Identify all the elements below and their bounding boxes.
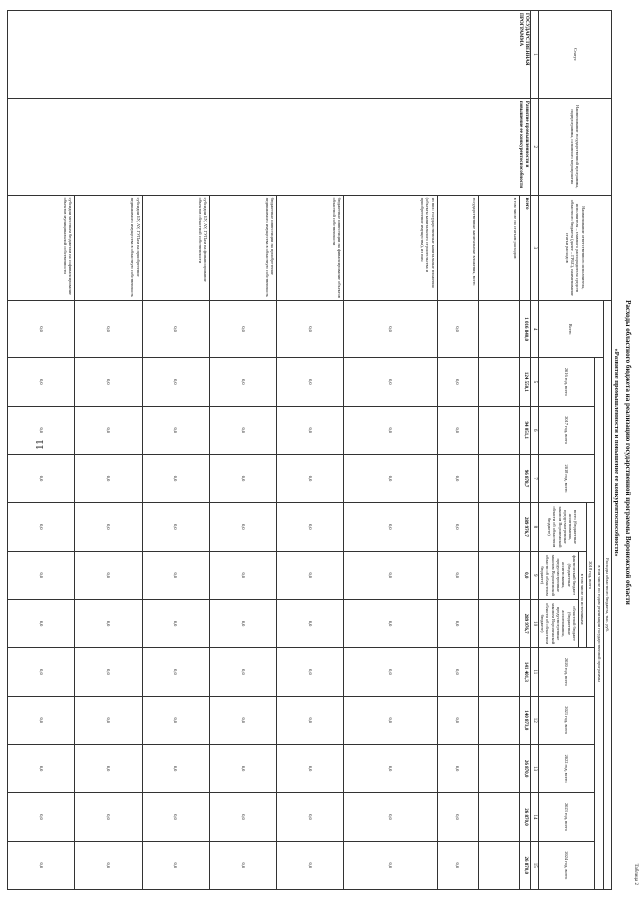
value-cell: 0,0 (277, 551, 344, 599)
row-label: государственные капитальные вложения, всего (437, 195, 478, 300)
value-cell: 1 016 840,0 (519, 301, 530, 358)
value-cell: 0,0 (437, 696, 478, 744)
value-cell: 0,0 (142, 551, 209, 599)
value-cell: 0,0 (8, 744, 75, 792)
header-executor: Наименование ответственного исполнителя, исполнителя – главного распорядителя средств областного бюджета (далее – ГРБС), наименование статьи расходов (538, 195, 611, 300)
row-label: всего (519, 195, 530, 300)
col-number: 11 (530, 648, 538, 696)
value-cell: 0,0 (277, 599, 344, 647)
document-subtitle: «Развитие промышленности и повышение ее конкурентоспособности» (613, 348, 620, 557)
value-cell: 0,0 (209, 358, 276, 406)
row-label: бюджетные инвестиции на приобретение недвижимого имущества в областную собственность (209, 195, 276, 300)
header-2024: 2024 год, всего (538, 841, 595, 889)
col-number: 7 (530, 454, 538, 502)
value-cell: 140 873,0 (519, 696, 530, 744)
value-cell: 0,0 (75, 696, 142, 744)
value-cell: 124 550,1 (519, 358, 530, 406)
total-row (519, 11, 530, 890)
value-cell: 0,0 (344, 696, 437, 744)
row-label: субсидии местным бюджетам на софинансирование объектов муниципальной собственности (8, 195, 75, 300)
value-cell: 0,0 (344, 648, 437, 696)
header-2023: 2023 год, всего (538, 793, 595, 841)
page-number: 11 (34, 439, 46, 450)
col-number: 4 (530, 301, 538, 358)
document-title: Расходы областного бюджета на реализацию государственной программы Воронежской области (624, 300, 632, 605)
header-2017: 2017 год, всего (538, 406, 595, 454)
value-cell: 26 870,0 (519, 744, 530, 792)
expenses-table (7, 10, 612, 890)
value-cell: 0,0 (344, 841, 437, 889)
value-cell: 0,0 (437, 793, 478, 841)
header-source-total: всего (бюджетные ассигнования, предусмотренные законом Воронежской области об областном бюджете) (538, 503, 586, 551)
value-cell: 0,0 (75, 503, 142, 551)
value-cell: 0,0 (142, 696, 209, 744)
value-cell: 0,0 (277, 648, 344, 696)
value-cell: 0,0 (277, 406, 344, 454)
value-cell: 0,0 (209, 406, 276, 454)
col-number: 14 (530, 793, 538, 841)
value-cell: 0,0 (277, 358, 344, 406)
value-cell: 0,0 (437, 648, 478, 696)
value-cell: 0,0 (75, 744, 142, 792)
value-cell: 0,0 (344, 406, 437, 454)
value-cell: 0,0 (277, 793, 344, 841)
value-cell: 0,0 (277, 744, 344, 792)
value-cell: 0,0 (437, 599, 478, 647)
value-cell: 0,0 (142, 406, 209, 454)
header-2018-detail: 2018 год, всего (587, 503, 595, 648)
value-cell: 0,0 (8, 503, 75, 551)
value-cell: 0,0 (437, 841, 478, 889)
value-cell: 0,0 (437, 503, 478, 551)
value-cell: 0,0 (437, 454, 478, 502)
value-cell: 0,0 (344, 551, 437, 599)
value-cell: 0,0 (142, 599, 209, 647)
col-number: 9 (530, 551, 538, 599)
value-cell: 0,0 (209, 744, 276, 792)
header-program-period: в том числе по годам реализации государственной программы (595, 358, 603, 890)
value-cell: 0,0 (209, 599, 276, 647)
value-cell: 0,0 (209, 841, 276, 889)
value-cell: 0,0 (209, 503, 276, 551)
col-number: 5 (530, 358, 538, 406)
value-cell: 0,0 (344, 744, 437, 792)
expenses-table-wrap (7, 10, 612, 890)
value-cell: 0,0 (277, 503, 344, 551)
value-cell: 0,0 (142, 841, 209, 889)
value-cell: 0,0 (344, 301, 437, 358)
row-label: в том числе по статьям расходов: (478, 195, 519, 300)
value-cell: 26 870,0 (519, 793, 530, 841)
value-cell: 0,0 (8, 648, 75, 696)
value-cell: 0,0 (209, 551, 276, 599)
value-cell: 0,0 (75, 648, 142, 696)
col-number: 8 (530, 503, 538, 551)
value-cell: 0,0 (8, 696, 75, 744)
status-cell: ГОСУДАРСТВЕННАЯ ПРОГРАММА (8, 11, 531, 99)
value-cell: 0,0 (8, 793, 75, 841)
value-cell: 0,0 (209, 648, 276, 696)
col-number: 1 (530, 11, 538, 99)
value-cell: 0,0 (142, 358, 209, 406)
value-cell: 0,0 (75, 599, 142, 647)
value-cell: 0,0 (8, 358, 75, 406)
value-cell: 289 976,7 (519, 503, 530, 551)
value-cell: 0,0 (344, 358, 437, 406)
value-cell: 0,0 (142, 648, 209, 696)
col-number: 13 (530, 744, 538, 792)
value-cell: 0,0 (8, 406, 75, 454)
value-cell: 0,0 (209, 454, 276, 502)
column-number-row (530, 11, 538, 890)
value-cell: 0,0 (75, 793, 142, 841)
value-cell: 0,0 (142, 793, 209, 841)
header-source-3: областной бюджет (бюджетные ассигнования, предусмотренные законом Воронежской области об областном бюджете) (538, 599, 578, 647)
value-cell: 0,0 (277, 301, 344, 358)
value-cell: 0,0 (75, 551, 142, 599)
header-budget: Расходы областного бюджета, тыс. руб. (603, 301, 611, 890)
col-number: 10 (530, 599, 538, 647)
value-cell: 0,0 (277, 841, 344, 889)
value-cell: 0,0 (344, 503, 437, 551)
value-cell: 26 870,0 (519, 841, 530, 889)
value-cell: 0,0 (277, 696, 344, 744)
header-source-2: фактический бюджет (бюджетные ассигнования, предусмотренные законом Воронежской области об областном бюджете) (538, 551, 578, 599)
value-cell: 0,0 (8, 301, 75, 358)
header-total: Всего (538, 301, 603, 358)
row-label: бюджетные инвестиции на финансирование объектов областной собственности (277, 195, 344, 300)
value-cell: 0,0 (142, 454, 209, 502)
col-number: 12 (530, 696, 538, 744)
header-incl-sources: в том числе по источникам: (578, 551, 586, 648)
table-label: Таблица 2 (633, 863, 638, 885)
value-cell: 94 051,1 (519, 406, 530, 454)
header-2018: 2018 год, всего (538, 454, 595, 502)
value-cell: 0,0 (75, 454, 142, 502)
value-cell: 0,0 (437, 406, 478, 454)
header-2021: 2021 год, всего (538, 696, 595, 744)
value-cell: 0,0 (75, 406, 142, 454)
value-cell: 96 878,7 (519, 454, 530, 502)
value-cell: 0,0 (437, 551, 478, 599)
row-label: субсидии БУ, АУ, ГУПам на финансирование объектов областной собственности (142, 195, 209, 300)
value-cell: 0,0 (519, 551, 530, 599)
value-cell: 0,0 (209, 301, 276, 358)
value-cell: 0,0 (142, 744, 209, 792)
header-2016: 2016 год, всего (538, 358, 595, 406)
row-label: субсидии БУ, АУ, ГУПам на приобретение недвижимого имущества в областную собственность (75, 195, 142, 300)
header-program-name: Наименование государственной программы, подпрограммы, основного мероприятия (538, 98, 611, 195)
header-2022: 2022 год, всего (538, 744, 595, 792)
value-cell: 0,0 (437, 301, 478, 358)
program-name-cell: Развитие промышленности и повышение ее конкурентоспособности (8, 98, 531, 195)
value-cell: 0,0 (8, 454, 75, 502)
value-cell: 289 976,7 (519, 599, 530, 647)
col-number: 3 (530, 195, 538, 300)
header-2020: 2020 год, всего (538, 648, 595, 696)
value-cell: 0,0 (8, 841, 75, 889)
value-cell: 0,0 (437, 744, 478, 792)
value-cell: 0,0 (75, 841, 142, 889)
value-cell: 0,0 (75, 358, 142, 406)
value-cell: 0,0 (277, 454, 344, 502)
value-cell: 0,0 (209, 793, 276, 841)
header-status: Статус (538, 11, 611, 99)
col-number: 15 (530, 841, 538, 889)
value-cell: 0,0 (142, 301, 209, 358)
value-cell: 0,0 (8, 599, 75, 647)
value-cell: 0,0 (75, 301, 142, 358)
value-cell: 0,0 (142, 503, 209, 551)
row-label: из них: государственные капитальные вложения (объекты капитального строительства и приобретение имущества), из них: (344, 195, 437, 300)
value-cell: 0,0 (209, 696, 276, 744)
value-cell: 0,0 (8, 551, 75, 599)
value-cell: 0,0 (344, 454, 437, 502)
value-cell: 0,0 (437, 358, 478, 406)
value-cell: 0,0 (344, 793, 437, 841)
col-number: 2 (530, 98, 538, 195)
value-cell: 0,0 (344, 599, 437, 647)
value-cell: 141 401,3 (519, 648, 530, 696)
col-number: 6 (530, 406, 538, 454)
